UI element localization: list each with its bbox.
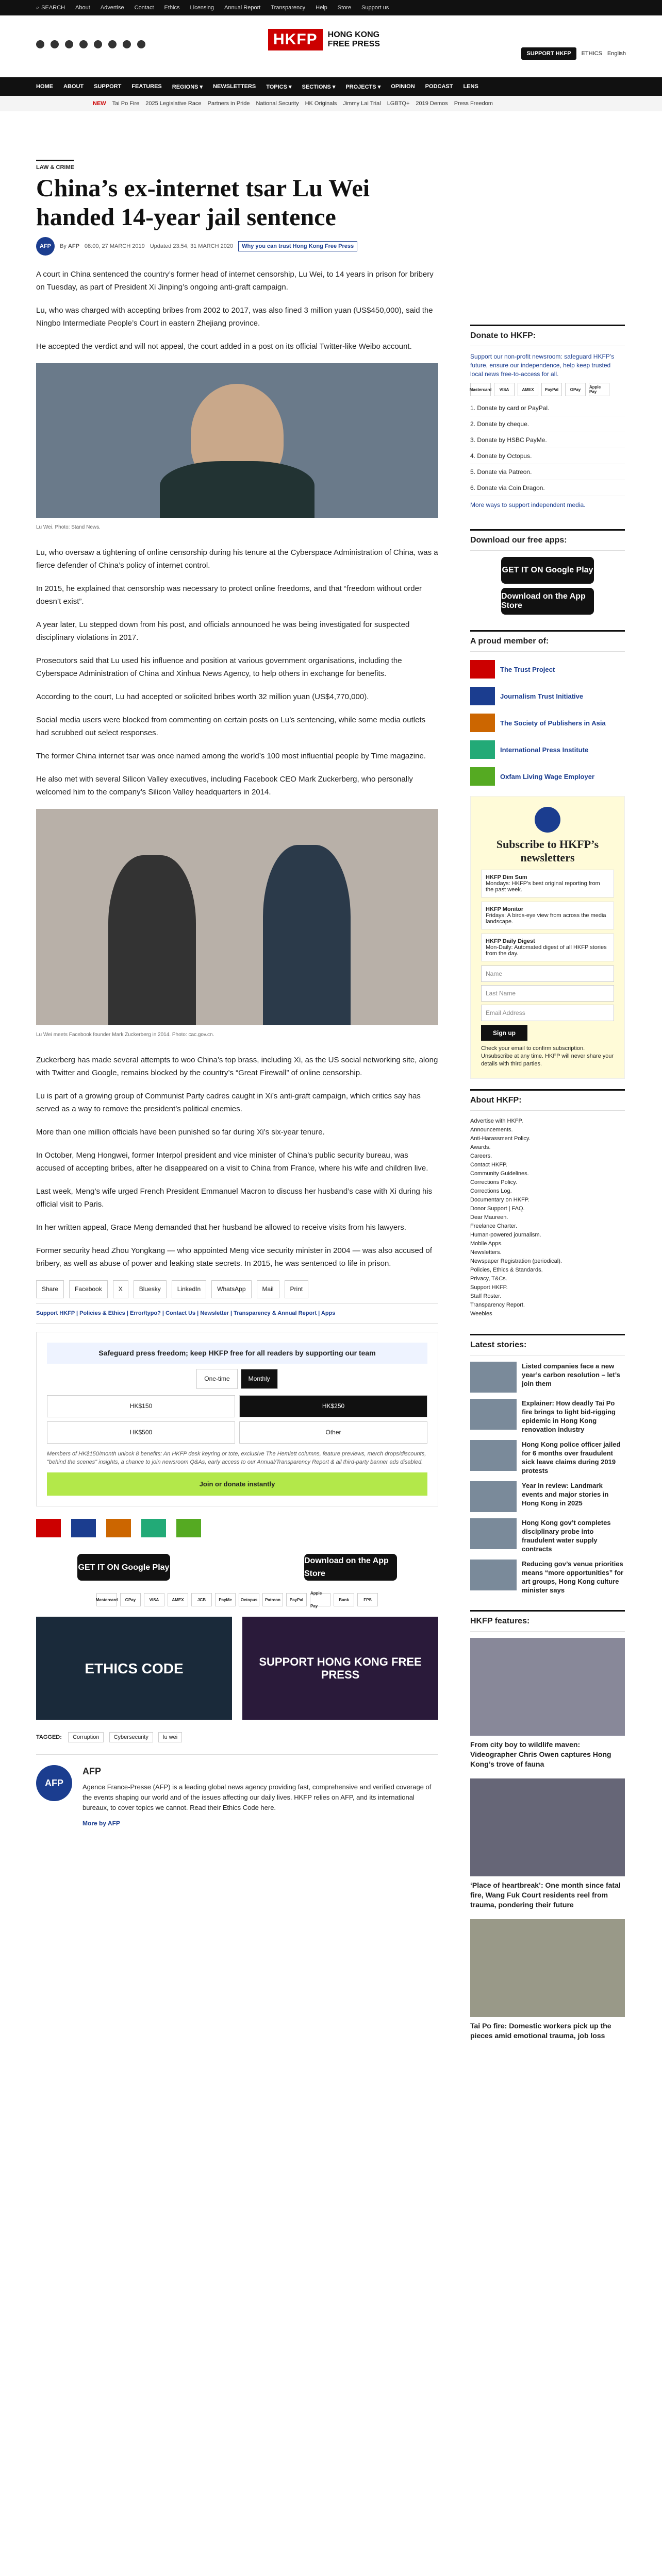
header-actions bbox=[521, 47, 626, 60]
trust-link[interactable]: Why you can trust Hong Kong Free Press bbox=[238, 241, 357, 251]
share-x-button[interactable]: X bbox=[113, 1280, 128, 1298]
member-ipi[interactable]: International Press Institute bbox=[470, 740, 625, 759]
author-avatar[interactable]: AFP bbox=[36, 237, 55, 256]
ethics-link[interactable]: Ethics bbox=[164, 5, 180, 11]
feature-image[interactable] bbox=[470, 1638, 625, 1736]
paragraph: A year later, Lu stepped down from his post, and officials announced he was being investigated for suspected disciplinary violations in 2017. bbox=[36, 620, 410, 642]
about-link[interactable]: Announcements. bbox=[470, 1127, 513, 1133]
search-icon: ⌕ bbox=[36, 4, 40, 11]
paragraph: He also met with several Silicon Valley executives, including Facebook CEO Mark Zuckerberg, who personally welcomed him to the company’s Silicon Valley headquarters in 2014. bbox=[36, 775, 413, 796]
trust-project-logo bbox=[36, 1519, 61, 1537]
about-link[interactable]: Newsletters. bbox=[470, 1249, 502, 1256]
author-box-name[interactable]: AFP bbox=[82, 1766, 101, 1776]
ipi-logo bbox=[470, 740, 495, 759]
nav-regions[interactable]: REGIONS ▾ bbox=[172, 83, 203, 90]
paragraph: A court in China sentenced the country’s former head of internet censorship, Lu Wei, to 14 years in prison for bribery on Tuesday, as part of President Xi Jinping’s ongoing anti-graft campaign. bbox=[36, 270, 434, 292]
x-icon[interactable] bbox=[51, 40, 59, 48]
about-link[interactable]: Staff Roster. bbox=[470, 1293, 502, 1299]
author-link[interactable]: AFP bbox=[68, 243, 79, 249]
nav-podcast[interactable]: PODCAST bbox=[425, 83, 453, 90]
member-jti[interactable]: Journalism Trust Initiative bbox=[470, 687, 625, 705]
author-box bbox=[36, 1754, 438, 1830]
nav-topics[interactable]: TOPICS ▾ bbox=[266, 83, 292, 90]
promo-banners bbox=[36, 1617, 438, 1720]
gpay-icon: GPay bbox=[565, 383, 586, 396]
newsletter-option-monitor[interactable]: HKFP Monitor Fridays: A birds-eye view from across the media landscape. bbox=[481, 902, 614, 929]
newsletter-title: Subscribe to HKFP’s newsletters bbox=[496, 838, 599, 864]
zuckerberg-photo bbox=[36, 809, 438, 1025]
about-link[interactable]: Policies, Ethics & Standards. bbox=[470, 1267, 543, 1273]
sidebar bbox=[470, 325, 625, 2050]
support-hkfp-button[interactable]: SUPPORT HKFP bbox=[521, 47, 576, 60]
article-title: China’s ex-internet tsar Lu Wei handed 14-year jail sentence bbox=[36, 175, 370, 231]
amex-icon: AMEX bbox=[168, 1593, 188, 1606]
nav-newsletters[interactable]: NEWSLETTERS bbox=[213, 83, 256, 90]
photo-caption: Lu Wei meets Facebook founder Mark Zuckerberg in 2014. Photo: cac.gov.cn. bbox=[36, 1032, 214, 1038]
donate-method-link[interactable]: 4. Donate by Octopus. bbox=[470, 448, 625, 464]
trending-link[interactable]: LGBTQ+ bbox=[387, 100, 410, 107]
donate-method-link[interactable]: 5. Donate via Patreon. bbox=[470, 464, 625, 480]
transparency-link[interactable]: Transparency bbox=[271, 5, 306, 11]
portrait-suit bbox=[160, 461, 315, 518]
applepay-icon: Apple Pay bbox=[310, 1593, 330, 1606]
latest-story[interactable]: Hong Kong gov’t completes disciplinary probe into fraudulent water supply contracts bbox=[470, 1518, 625, 1553]
paypal-icon: PayPal bbox=[286, 1593, 307, 1606]
paragraph: Social media users were blocked from commenting on certain posts on Lu’s sentencing, while some media outlets had scrubbed out select responses. bbox=[36, 716, 426, 737]
about-link[interactable]: Donor Support | FAQ. bbox=[470, 1206, 525, 1212]
mastodon-icon[interactable] bbox=[137, 40, 145, 48]
story-thumbnail bbox=[470, 1440, 517, 1471]
social-icons bbox=[36, 40, 145, 48]
about-link[interactable]: Newspaper Registration (periodical). bbox=[470, 1258, 562, 1264]
feature-image[interactable] bbox=[470, 1919, 625, 2017]
donate-method-link[interactable]: 1. Donate by card or PayPal. bbox=[470, 400, 625, 416]
sidebar-payment-icons bbox=[470, 383, 625, 396]
about-list bbox=[470, 1117, 625, 1318]
payme-icon: PayMe bbox=[215, 1593, 236, 1606]
youtube-icon[interactable] bbox=[108, 40, 117, 48]
tag-link[interactable]: Cybersecurity bbox=[109, 1732, 153, 1742]
paragraph: Lu is part of a growing group of Communist Party cadres caught in Xi’s anti-graft campaign, which critics say has served as a way to remove the president’s political enemies. bbox=[36, 1092, 421, 1113]
visa-icon: VISA bbox=[144, 1593, 164, 1606]
member-trust-project[interactable]: The Trust Project bbox=[470, 660, 625, 679]
tag-link[interactable]: Corruption bbox=[68, 1732, 104, 1742]
paragraph: Lu, who oversaw a tightening of online censorship during his tenure at the Cyberspace Administration of China, was a fierce defender of China’s policy of internet control. bbox=[36, 548, 438, 570]
app-store-row bbox=[36, 1550, 438, 1585]
newsletter-option-digest[interactable]: HKFP Daily Digest Mon-Daily: Automated digest of all HKFP stories from the day. bbox=[481, 934, 614, 961]
about-link[interactable]: Careers. bbox=[470, 1153, 492, 1159]
nav-sections[interactable]: SECTIONS ▾ bbox=[302, 83, 336, 90]
donate-widget bbox=[36, 1332, 438, 1506]
donate-method-link[interactable]: 6. Donate via Coin Dragon. bbox=[470, 480, 625, 496]
payment-methods bbox=[36, 1593, 438, 1606]
more-ways-link[interactable]: More ways to support independent media. bbox=[470, 501, 586, 509]
amount-other[interactable]: Other bbox=[239, 1421, 427, 1444]
trending-link[interactable]: Jimmy Lai Trial bbox=[343, 100, 381, 107]
trending-link[interactable]: HK Originals bbox=[305, 100, 337, 107]
main-nav bbox=[0, 77, 662, 96]
paragraph: Former security head Zhou Yongkang — who appointed Meng vice security minister in 2004 — was also accused of bribery, as well as abuse of power and leaking state secrets. In 2015, he was sentenced to life in prison. bbox=[36, 1246, 432, 1268]
about-heading: About HKFP: bbox=[470, 1089, 625, 1111]
about-link[interactable]: Corrections Log. bbox=[470, 1188, 512, 1194]
frequency-tabs bbox=[47, 1369, 427, 1389]
paragraph: He accepted the verdict and will not appeal, the court added in a post on its official Twitter-like Weibo account. bbox=[36, 342, 412, 351]
lu-wei-photo bbox=[36, 363, 438, 518]
about-link[interactable]: Dear Maureen. bbox=[470, 1214, 508, 1221]
about-link[interactable]: Mobile Apps. bbox=[470, 1241, 503, 1247]
store-link[interactable]: Store bbox=[337, 5, 352, 11]
bluesky-icon[interactable] bbox=[123, 40, 131, 48]
applepay-icon: Apple Pay bbox=[589, 383, 609, 396]
publish-date: 08:00, 27 MARCH 2019 bbox=[84, 243, 145, 249]
search-link[interactable]: ⌕ SEARCH bbox=[36, 4, 65, 11]
tags-row bbox=[36, 1730, 438, 1744]
member-heading: A proud member of: bbox=[470, 630, 625, 652]
tab-one-time[interactable]: One-time bbox=[196, 1369, 237, 1389]
about-link[interactable]: Awards. bbox=[470, 1144, 491, 1150]
logo-line1: HONG KONG bbox=[327, 30, 380, 39]
newsletter-option-dimsum[interactable]: HKFP Dim Sum Mondays: HKFP’s best original reporting from the past week. bbox=[481, 870, 614, 897]
contact-link[interactable]: Contact bbox=[134, 5, 154, 11]
paragraph: The former China internet tsar was once named among the world’s 100 most influential people by Time magazine. bbox=[36, 752, 426, 760]
tab-monthly[interactable]: Monthly bbox=[241, 1369, 278, 1389]
amount-option[interactable]: HK$150 bbox=[47, 1395, 235, 1417]
about-link[interactable]: Weebles bbox=[470, 1311, 492, 1317]
share-bar bbox=[36, 1280, 438, 1298]
jti-logo bbox=[71, 1519, 96, 1537]
amount-option-selected[interactable]: HK$250 bbox=[239, 1395, 427, 1417]
oxfam-logo bbox=[470, 767, 495, 786]
member-oxfam[interactable]: Oxfam Living Wage Employer bbox=[470, 767, 625, 786]
amex-icon: AMEX bbox=[518, 383, 538, 396]
byline: AFP By AFP 08:00, 27 MARCH 2019 Updated 23:54, 31 MARCH 2020 Why you can trust Hong Kong Free Press bbox=[36, 237, 357, 256]
donate-heading: Donate to HKFP: bbox=[470, 325, 625, 346]
about-link[interactable]: Contact HKFP. bbox=[470, 1162, 507, 1168]
nav-lens[interactable]: LENS bbox=[463, 83, 478, 90]
mastercard-icon: Mastercard bbox=[470, 383, 491, 396]
new-badge: NEW bbox=[93, 100, 106, 107]
advertise-link[interactable]: Advertise bbox=[100, 5, 124, 11]
paragraph: In her written appeal, Grace Meng demanded that her husband be allowed to receive visits from his lawyers. bbox=[36, 1223, 406, 1232]
newsletter-signup bbox=[470, 796, 625, 1079]
jcb-icon: JCB bbox=[191, 1593, 212, 1606]
sopa-logo bbox=[106, 1519, 131, 1537]
site-header bbox=[0, 15, 662, 77]
member-sopa[interactable]: The Society of Publishers in Asia bbox=[470, 714, 625, 732]
about-link[interactable]: Human-powered journalism. bbox=[470, 1232, 541, 1238]
latest-story[interactable]: Listed companies face a new year’s carbon resolution – let’s join them bbox=[470, 1362, 625, 1393]
story-thumbnail bbox=[470, 1518, 517, 1549]
about-link[interactable]: Documentary on HKFP. bbox=[470, 1197, 529, 1203]
paypal-icon: PayPal bbox=[541, 383, 562, 396]
donate-benefits: Members of HK$150/month unlock 8 benefits: An HKFP desk keyring or tote, exclusive The Hemlett columns, feature previews, merch drops/discounts, "behind the scenes" insights, a chance to join newsroom Q&As, early access to our Annual/Transparency Report & all third-party banner ads disabled. bbox=[47, 1451, 426, 1465]
email-field[interactable]: Email Address bbox=[481, 1005, 614, 1021]
annual-report-link[interactable]: Annual Report bbox=[224, 5, 261, 11]
latest-heading: Latest stories: bbox=[470, 1334, 625, 1355]
share-facebook-button[interactable]: Facebook bbox=[69, 1280, 108, 1298]
about-link[interactable]: Support HKFP. bbox=[470, 1284, 508, 1291]
sopa-logo bbox=[470, 714, 495, 732]
newsletter-note: Check your email to confirm subscription. Unsubscribe at any time. HKFP will never share your details with third parties. bbox=[481, 1045, 614, 1067]
story-thumbnail bbox=[470, 1362, 517, 1393]
patreon-icon: Patreon bbox=[262, 1593, 283, 1606]
latest-story[interactable]: Reducing gov’s venue priorities means “more opportunities” for art groups, Hong Kong culture minister says bbox=[470, 1560, 625, 1595]
join-donate-button[interactable]: Join or donate instantly bbox=[47, 1472, 427, 1496]
about-link[interactable]: Transparency Report. bbox=[470, 1302, 525, 1308]
trending-link[interactable]: Press Freedom bbox=[454, 100, 493, 107]
feature-title[interactable]: Tai Po fire: Domestic workers pick up the pieces amid emotional trauma, job loss bbox=[470, 2022, 611, 2040]
logo-box: HKFP bbox=[268, 29, 323, 50]
share-print-button[interactable]: Print bbox=[285, 1280, 309, 1298]
about-link[interactable]: Community Guidelines. bbox=[470, 1171, 529, 1177]
donate-method-link[interactable]: 2. Donate by cheque. bbox=[470, 416, 625, 432]
story-thumbnail bbox=[470, 1481, 517, 1512]
threads-icon[interactable] bbox=[79, 40, 88, 48]
nav-support[interactable]: SUPPORT bbox=[94, 83, 122, 90]
share-mail-button[interactable]: Mail bbox=[257, 1280, 279, 1298]
ipi-logo bbox=[141, 1519, 166, 1537]
figure-zuckerberg bbox=[263, 845, 351, 1025]
nav-projects[interactable]: PROJECTS ▾ bbox=[345, 83, 381, 90]
trust-project-logo bbox=[470, 660, 495, 679]
visa-icon: VISA bbox=[494, 383, 515, 396]
apps-heading: Download our free apps: bbox=[470, 529, 625, 551]
gpay-icon: GPay bbox=[120, 1593, 141, 1606]
donate-intro[interactable]: Support our non-profit newsroom: safeguard HKFP’s future, ensure our independence, help keep trusted local news free-to-access for all. bbox=[470, 353, 615, 378]
paragraph: Prosecutors said that Lu used his influence and position at various government organisations, including the Cyberspace Administration of China and Xinhua News Agency, to help others in exchange for benefits. bbox=[36, 656, 402, 678]
ethics-header-link[interactable]: ETHICS bbox=[581, 50, 602, 57]
paragraph: According to the court, Lu had accepted or solicited bribes worth 32 million yuan (US$4,770,000). bbox=[36, 692, 369, 701]
feature-image[interactable] bbox=[470, 1778, 625, 1876]
amount-option[interactable]: HK$500 bbox=[47, 1421, 235, 1444]
about-link[interactable]: Privacy, T&Cs. bbox=[470, 1276, 507, 1282]
trending-link[interactable]: 2019 Demos bbox=[416, 100, 448, 107]
story-thumbnail bbox=[470, 1399, 517, 1430]
article-category[interactable]: LAW & CRIME bbox=[36, 160, 74, 171]
donate-methods-list bbox=[470, 400, 625, 496]
more-by-author-link[interactable]: More by AFP bbox=[82, 1820, 120, 1827]
paragraph: Lu, who was charged with accepting bribes from 2002 to 2017, was also fined 3 million yuan (US$450,000), said the Ningbo Intermediate People’s Court in eastern Zhejiang province. bbox=[36, 306, 433, 328]
trending-link[interactable]: 2025 Legislative Race bbox=[145, 100, 202, 107]
site-logo[interactable] bbox=[268, 29, 380, 50]
about-link[interactable]: Corrections Policy. bbox=[470, 1179, 517, 1185]
bank-icon: Bank bbox=[334, 1593, 354, 1606]
instagram-icon[interactable] bbox=[65, 40, 73, 48]
latest-story[interactable]: Year in review: Landmark events and major stories in Hong Kong in 2025 bbox=[470, 1481, 625, 1512]
paragraph: More than one million officials have been punished so far during Xi’s six-year tenure. bbox=[36, 1128, 325, 1137]
donate-method-link[interactable]: 3. Donate by HSBC PayMe. bbox=[470, 432, 625, 448]
paragraph: In 2015, he explained that censorship was necessary to protect online freedoms, and that “freedom without order doesn’t exist”. bbox=[36, 584, 422, 606]
app-store-button[interactable]: Download on the App Store bbox=[304, 1554, 397, 1581]
name-field[interactable]: Name bbox=[481, 965, 614, 982]
author-box-avatar[interactable]: AFP bbox=[36, 1765, 72, 1801]
trending-link[interactable]: Tai Po Fire bbox=[112, 100, 140, 107]
oxfam-logo bbox=[176, 1519, 201, 1537]
top-utility-bar bbox=[0, 0, 662, 15]
paragraph: Zuckerberg has made several attempts to woo China’s top brass, including Xi, as the US social networking site, along with Twitter and Google, remains blocked by the country’s “Great Firewall” of online censorship. bbox=[36, 1056, 438, 1077]
linkedin-icon[interactable] bbox=[94, 40, 102, 48]
sidebar-app-store-button[interactable]: Download on the App Store bbox=[501, 588, 594, 615]
ethics-code-banner[interactable]: ETHICS CODE bbox=[36, 1617, 232, 1720]
share-bluesky-button[interactable]: Bluesky bbox=[134, 1280, 167, 1298]
jti-logo bbox=[470, 687, 495, 705]
logo-line2: FREE PRESS bbox=[327, 40, 380, 48]
story-thumbnail bbox=[470, 1560, 517, 1590]
about-link[interactable]: Advertise with HKFP. bbox=[470, 1118, 523, 1124]
photo-caption: Lu Wei. Photo: Stand News. bbox=[36, 524, 101, 530]
figure-lu-wei bbox=[108, 855, 196, 1025]
about-link[interactable]: About bbox=[75, 5, 90, 11]
share-label: Share bbox=[36, 1280, 64, 1298]
logo-text bbox=[328, 30, 380, 49]
licensing-link[interactable]: Licensing bbox=[190, 5, 214, 11]
feature-title[interactable]: From city boy to wildlife maven: Videographer Chris Owen captures Hong Kong’s trove of fauna bbox=[470, 1740, 611, 1768]
about-link[interactable]: Anti-Harassment Policy. bbox=[470, 1136, 531, 1142]
signup-button[interactable]: Sign up bbox=[481, 1025, 527, 1041]
author-box-bio: Agence France-Presse (AFP) is a leading global news agency providing fast, comprehensive and verified coverage of the events shaping our world and of the issues affecting our daily lives. HKFP relies on AFP, and its international bureaux, to cover topics we cannot. Read their Ethics Code here. bbox=[82, 1783, 432, 1811]
article-body bbox=[36, 268, 438, 1830]
latest-story[interactable]: Hong Kong police officer jailed for 6 months over fraudulent sick leave claims during 2019 protests bbox=[470, 1440, 625, 1475]
features-heading: HKFP features: bbox=[470, 1610, 625, 1632]
nav-home[interactable]: HOME bbox=[36, 83, 53, 90]
nav-about[interactable]: ABOUT bbox=[63, 83, 84, 90]
help-link[interactable]: Help bbox=[316, 5, 327, 11]
about-link[interactable]: Freelance Charter. bbox=[470, 1223, 518, 1229]
support-hkfp-banner[interactable]: SUPPORT HONG KONG FREE PRESS bbox=[242, 1617, 438, 1720]
member-logos-row bbox=[36, 1519, 438, 1537]
tag-link[interactable]: lu wei bbox=[158, 1732, 182, 1742]
last-name-field[interactable]: Last Name bbox=[481, 985, 614, 1002]
amount-options bbox=[47, 1395, 427, 1444]
sidebar-google-play-button[interactable]: GET IT ON Google Play bbox=[501, 557, 594, 584]
support-link[interactable]: Support us bbox=[361, 5, 389, 11]
support-links[interactable]: Support HKFP | Policies & Ethics | Error/typo? | Contact Us | Newsletter | Transparency & Annual Report | Apps bbox=[36, 1303, 438, 1324]
nav-opinion[interactable]: OPINION bbox=[391, 83, 415, 90]
google-play-button[interactable]: GET IT ON Google Play bbox=[77, 1554, 170, 1581]
facebook-icon[interactable] bbox=[36, 40, 44, 48]
updated-date: Updated 23:54, 31 MARCH 2020 bbox=[150, 243, 234, 249]
tags-label: TAGGED: bbox=[36, 1734, 62, 1740]
latest-story[interactable]: Explainer: How deadly Tai Po fire brings to light bid-rigging epidemic in Hong Kong renovation industry bbox=[470, 1399, 625, 1434]
feature-title[interactable]: ‘Place of heartbreak’: One month since fatal fire, Wang Fuk Court residents reel from trauma, pondering their future bbox=[470, 1881, 621, 1909]
hkfp-badge-icon bbox=[535, 807, 560, 833]
nav-features[interactable]: FEATURES bbox=[131, 83, 162, 90]
paragraph: Last week, Meng’s wife urged French President Emmanuel Macron to discuss her husband’s case with Xi during his official visit to Paris. bbox=[36, 1187, 433, 1209]
trending-link[interactable]: Partners in Pride bbox=[207, 100, 250, 107]
language-select[interactable]: English bbox=[607, 50, 626, 57]
octopus-icon: Octopus bbox=[239, 1593, 259, 1606]
paragraph: In October, Meng Hongwei, former Interpol president and vice minister of China’s public security bureau, was accused of accepting bribes, after he disappeared on a visit to China from France, where his wife and children live. bbox=[36, 1151, 428, 1173]
mastercard-icon: Mastercard bbox=[96, 1593, 117, 1606]
trending-link[interactable]: National Security bbox=[256, 100, 299, 107]
donate-headline: Safeguard press freedom; keep HKFP free for all readers by supporting our team bbox=[47, 1343, 427, 1364]
trending-bar bbox=[0, 96, 662, 111]
fps-icon: FPS bbox=[357, 1593, 378, 1606]
share-linkedin-button[interactable]: LinkedIn bbox=[172, 1280, 206, 1298]
share-whatsapp-button[interactable]: WhatsApp bbox=[211, 1280, 251, 1298]
